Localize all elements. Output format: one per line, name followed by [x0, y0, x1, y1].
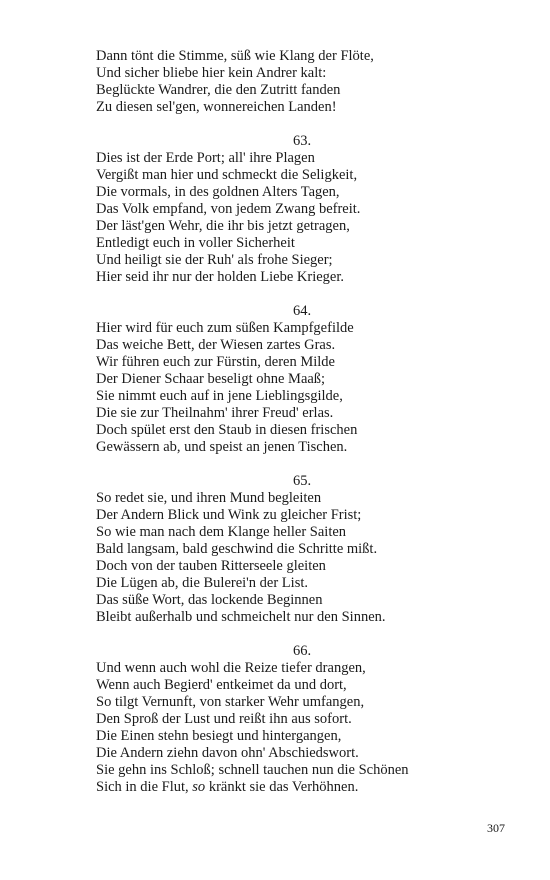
- verse-line: Die Einen stehn besiegt und hintergangen,: [96, 728, 342, 744]
- verse-line-text: kränkt sie das Verhöhnen.: [205, 779, 359, 795]
- stanza-63: [96, 133, 496, 286]
- verse-line: Beglückte Wandrer, die den Zutritt fanden: [96, 82, 341, 98]
- verse-line: Gewässern ab, und speist an jenen Tischen.: [96, 439, 348, 455]
- stanza-number: 65.: [292, 473, 312, 489]
- stanza-62-end: [96, 48, 496, 116]
- verse-line: Der läst'gen Wehr, die ihr bis jetzt getragen,: [96, 218, 350, 234]
- verse-line: Bald langsam, bald geschwind die Schritte mißt.: [96, 541, 378, 557]
- stanza-number: 63.: [292, 133, 312, 149]
- stanza-number: 64.: [292, 303, 312, 319]
- verse-line: Die vormals, in des goldnen Alters Tagen,: [96, 184, 340, 200]
- verse-line: Das süße Wort, das lockende Beginnen: [96, 592, 323, 608]
- verse-line: Bleibt außerhalb und schmeichelt nur den Sinnen.: [96, 609, 386, 625]
- verse-line: Das weiche Bett, der Wiesen zartes Gras.: [96, 337, 336, 353]
- emphasized-word: so: [192, 779, 206, 795]
- verse-line: Dann tönt die Stimme, süß wie Klang der Flöte,: [96, 48, 374, 64]
- stanza-66: [96, 643, 496, 796]
- page-number: 307: [487, 821, 505, 835]
- verse-line: Dies ist der Erde Port; all' ihre Plagen: [96, 150, 315, 166]
- verse-line: Sie nimmt euch auf in jene Lieblingsgilde,: [96, 388, 343, 404]
- stanza-65: [96, 473, 496, 626]
- verse-line: Doch von der tauben Ritterseele gleiten: [96, 558, 326, 574]
- verse-line: [96, 779, 496, 796]
- verse-line: Sie gehn ins Schloß; schnell tauchen nun die Schönen: [96, 762, 409, 778]
- verse-line: Und heiligt sie der Ruh' als frohe Sieger;: [96, 252, 333, 268]
- verse-line: Hier wird für euch zum süßen Kampfgefilde: [96, 320, 354, 336]
- verse-line: So tilgt Vernunft, von starker Wehr umfangen,: [96, 694, 365, 710]
- stanza-64: [96, 303, 496, 456]
- verse-line: Der Diener Schaar beseligt ohne Maaß;: [96, 371, 326, 387]
- verse-line: Zu diesen sel'gen, wonnereichen Landen!: [96, 99, 337, 115]
- verse-line-text: Sich in die Flut,: [96, 779, 193, 795]
- verse-line: Hier seid ihr nur der holden Liebe Krieger.: [96, 269, 345, 285]
- verse-line: Und wenn auch wohl die Reize tiefer drangen,: [96, 660, 366, 676]
- stanza-number: 66.: [292, 643, 312, 659]
- verse-line: Den Sproß der Lust und reißt ihn aus sofort.: [96, 711, 352, 727]
- verse-line: Doch spület erst den Staub in diesen frischen: [96, 422, 358, 438]
- poem-page: [96, 48, 496, 796]
- verse-line: Und sicher bliebe hier kein Andrer kalt:: [96, 65, 327, 81]
- verse-line: Wir führen euch zur Fürstin, deren Milde: [96, 354, 335, 370]
- verse-line: Die Lügen ab, die Bulerei'n der List.: [96, 575, 308, 591]
- verse-line: Die Andern ziehn davon ohn' Abschiedswort.: [96, 745, 359, 761]
- verse-line: So wie man nach dem Klange heller Saiten: [96, 524, 347, 540]
- verse-line: Wenn auch Begierd' entkeimet da und dort,: [96, 677, 347, 693]
- verse-line: Entledigt euch in voller Sicherheit: [96, 235, 295, 251]
- verse-line: Der Andern Blick und Wink zu gleicher Frist;: [96, 507, 362, 523]
- verse-line: So redet sie, und ihren Mund begleiten: [96, 490, 322, 506]
- verse-line: Das Volk empfand, von jedem Zwang befreit.: [96, 201, 361, 217]
- verse-line: Vergißt man hier und schmeckt die Seligkeit,: [96, 167, 358, 183]
- verse-line: Die sie zur Theilnahm' ihrer Freud' erlas.: [96, 405, 334, 421]
